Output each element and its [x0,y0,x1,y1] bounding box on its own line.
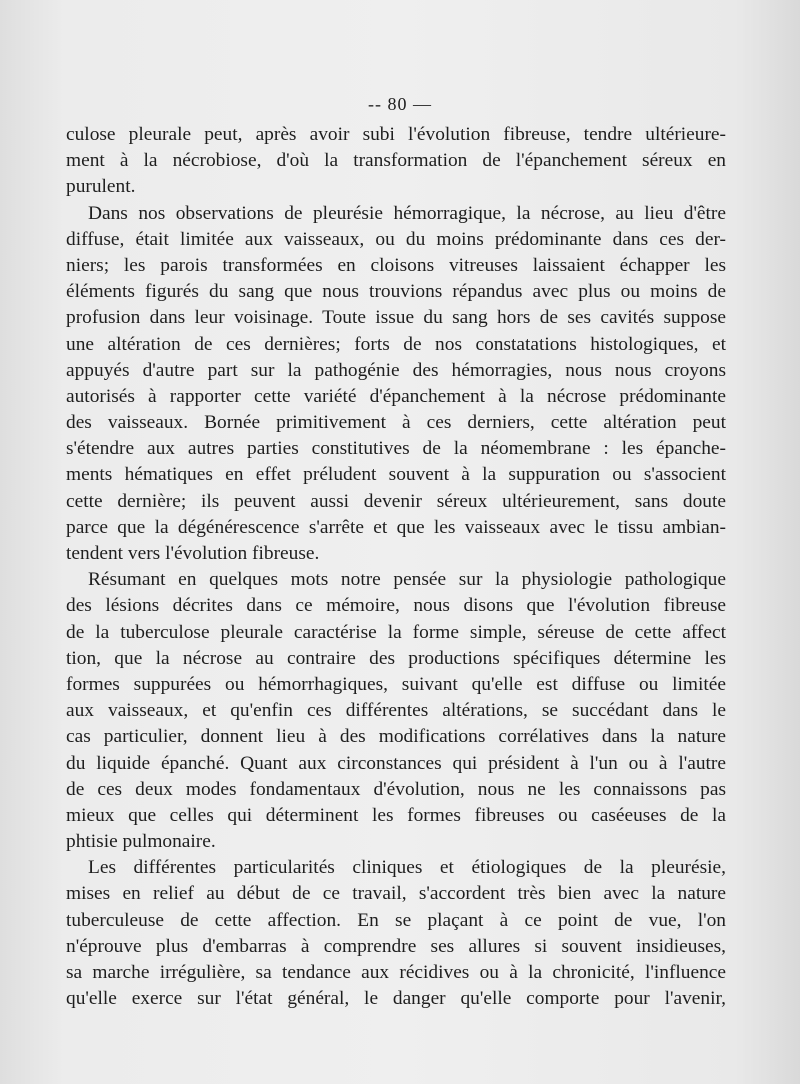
text-line: cette dernière; ils peuvent aussi devenir séreux ultérieurement, sans doute [66,490,726,512]
text-line: de ces deux modes fondamentaux d'évolution, nous ne les connaissons pas [66,778,726,800]
text-line: aux vaisseaux, et qu'enfin ces différentes altérations, se succédant dans le [66,700,726,722]
text-line: diffuse, était limitée aux vaisseaux, ou du moins prédominante dans ces der- [66,228,726,250]
text-line: éléments figurés du sang que nous trouvions répandus avec plus ou moins de [66,281,726,303]
text-line: appuyés d'autre part sur la pathogénie des hémorragies, nous nous croyons [66,359,726,381]
text-line: tion, que la nécrose au contraire des productions spécifiques détermine les [66,647,726,669]
text-line: des vaisseaux. Bornée primitivement à ces derniers, cette altération peut [66,412,726,434]
text-line: Dans nos observations de pleurésie hémorragique, la nécrose, au lieu d'être [88,202,726,224]
text-line: purulent. [66,176,136,198]
text-line: sa marche irrégulière, sa tendance aux récidives ou à la chronicité, l'influence [66,962,726,983]
text-line: parce que la dégénérescence s'arrête et que les vaisseaux avec le tissu ambian- [66,516,726,538]
text-line: mises en relief au début de ce travail, s'accordent très bien avec la nature [66,883,726,905]
text-line: de la tuberculose pleurale caractérise la forme simple, séreuse de cette affect [66,621,726,643]
body-text [66,122,726,1012]
text-line: s'étendre aux autres parties constitutives de la néomembrane : les épanche- [66,438,726,460]
text-line: ments hématiques en effet préludent souvent à la suppuration ou s'associent [66,464,726,486]
text-line: culose pleurale peut, après avoir subi l'évolution fibreuse, tendre ultérieure- [66,124,726,145]
page-number: -- 80 — [368,94,432,114]
text-line: Les différentes particularités cliniques et étiologiques de la pleurésie, [88,857,726,879]
text-line: niers; les parois transformées en cloisons vitreuses laissaient échapper les [66,254,726,276]
text-line: tuberculeuse de cette affection. En se plaçant à ce point de vue, l'on [66,909,726,931]
text-line: une altération de ces dernières; forts de nos constatations histologiques, et [66,333,726,355]
text-line: tendent vers l'évolution fibreuse. [66,543,320,564]
text-line: qu'elle exerce sur l'état général, le danger qu'elle comporte pour l'avenir, [66,988,726,1010]
text-line: mieux que celles qui déterminent les formes fibreuses ou caséeuses de la [66,804,726,826]
text-line: formes suppurées ou hémorrhagiques, suivant qu'elle est diffuse ou limitée [66,673,726,695]
text-line: des lésions décrites dans ce mémoire, nous disons que l'évolution fibreuse [66,595,726,617]
text-line: Résumant en quelques mots notre pensée sur la physiologie pathologique [88,569,726,591]
text-line: cas particulier, donnent lieu à des modifications corrélatives dans la nature [66,726,726,748]
text-line: ment à la nécrobiose, d'où la transformation de l'épanchement séreux en [66,150,726,172]
text-line: n'éprouve plus d'embarras à comprendre ses allures si souvent insidieuses, [66,935,726,957]
text-line: phtisie pulmonaire. [66,831,216,853]
text-line: du liquide épanché. Quant aux circonstances qui président à l'un ou à l'autre [66,752,726,774]
text-line: autorisés à rapporter cette variété d'épanchement à la nécrose prédominante [66,385,726,407]
text-line: profusion dans leur voisinage. Toute issue du sang hors de ses cavités suppose [66,307,726,329]
